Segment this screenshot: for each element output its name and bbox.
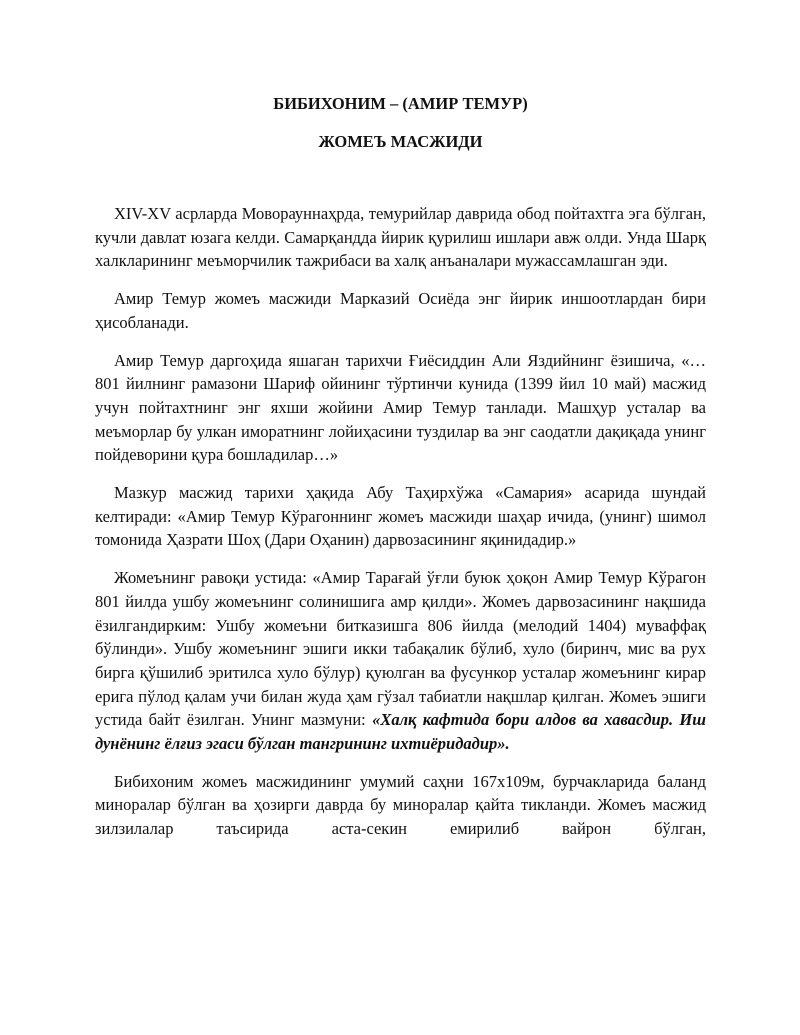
document-page [95, 93, 706, 841]
document-title: БИБИХОНИМ – (АМИР ТЕМУР) [273, 94, 528, 113]
paragraph-3: Амир Темур даргоҳида яшаган тарихчи Ғиёсиддин Али Яздийнинг ёзишича, «…801 йилнинг рамазони Шариф ойининг тўртинчи кунида (1399 йил 10 май) масжид учун пойтахтнинг энг яхши жойини Амир Темур танлади. Машҳур усталар ва меъморлар бу улкан иморатнинг лойиҳасини туздилар ва энг саодатли дақиқада унинг пойдеворини қура бошладилар…» [95, 350, 706, 465]
paragraph-6: Бибихоним жомеъ масжидининг умумий саҳни 167х109м, бурчакларида баланд миноралар бўлган ва ҳозирги даврда бу миноралар қайта тикланди. Жомеъ масжид зилзилалар таъсирида аста-секин емирилиб вайрон бўлган, [95, 771, 706, 839]
paragraph-2: Амир Темур жомеъ масжиди Марказий Осиёда энг йирик иншоотлардан бири ҳисобланади. [95, 289, 706, 332]
paragraph-5 [95, 566, 706, 756]
paragraph-5-text: Жомеънинг равоқи устида: «Амир Тарағай ўғли буюк ҳоқон Амир Темур Кўрагон 801 йилда ушбу жомеънинг солинишига амр қилди». Жомеъ дарвозасининг нақшида ёзилгандирким: Ушбу жомеъни битказишга 806 йилда (мелодий 1404) муваффақ бўлинди». Ушбу жомеънинг эшиги икки табақалик бўлиб, хуло (биринч, мис ва рух бирга қўшилиб эритилса хуло бўлур) қуюлган ва фусункор усталар жомеънинг кирар ерига пўлод қалам учи билан жуда ҳам гўзал табиатли нақшлар қилган. Жомеъ эшиги устида байт ёзилган. Унинг мазмуни: [95, 568, 706, 730]
document-subtitle: ЖОМЕЪ МАСЖИДИ [318, 132, 483, 151]
inscription-quote: «Халқ кафтида бори алдов ва хавасдир. Иш дунёнинг ёлғиз эгаси бўлган тангрининг ихтиёридадир». [95, 710, 707, 754]
paragraph-1: XIV-XV асрларда Моворауннаҳрда, темурийлар даврида обод пойтахтга эга бўлган, кучли давлат юзага келди. Самарқандда йирик қурилиш ишлари авж олди. Унда Шарқ халкларининг меъморчилик тажрибаси ва халқ анъаналари мужассамлашган эди. [95, 204, 706, 271]
paragraph-4: Мазкур масжид тарихи ҳақида Абу Таҳирхўжа «Самария» асарида шундай келтиради: «Амир Темур Кўрагоннинг жомеъ масжиди шаҳар ичида, (унинг) шимол томонида Ҳазрати Шоҳ (Дари Оҳанин) дарвозасининг яқинидадир.» [95, 483, 706, 550]
